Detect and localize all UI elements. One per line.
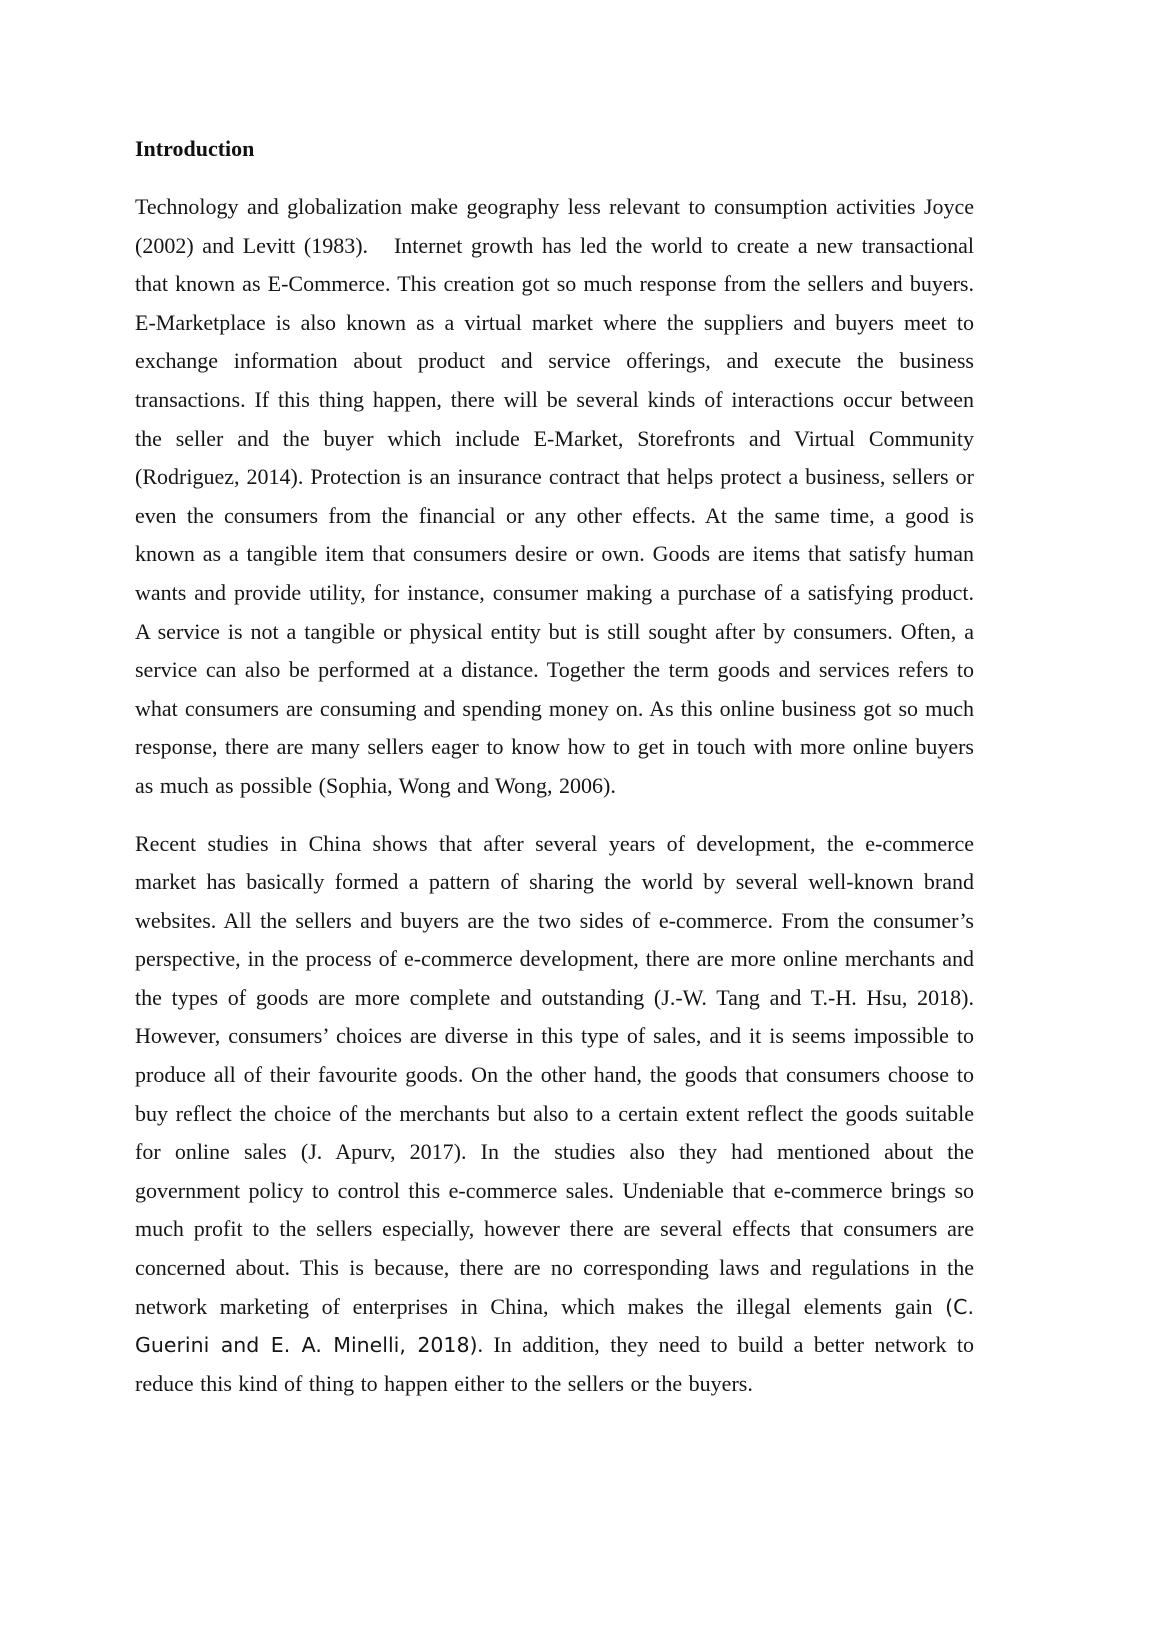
paragraph-recent-studies-text: Recent studies in China shows that after several years of development, the e-commerce market has basically formed a pattern of sharing the world by several well-known brand websites. All the sellers and buyers are the two sides of e-commerce. From the consumer’s perspective, in the process of e-commerce development, there are more online merchants and the types of goods are more complete and outstanding (J.-W. Tang and T.-H. Hsu, 2018). However, consumers’ choices are diverse in this type of sales, and it is seems impossible to produce all of their favourite goods. On the other hand, the goods that consumers choose to buy reflect the choice of the merchants but also to a certain extent reflect the goods suitable for online sales (J. Apurv, 2017). In the studies also they had mentioned about the government policy to control this e-commerce sales. Undeniable that e-commerce brings so much profit to the sellers especially, however there are several effects that consumers are concerned about. This is because, there are no corresponding laws and regulations in the network marketing of enterprises in China, which makes the illegal elements gain — [135, 830, 974, 1319]
paragraph-recent-studies-closing: . In addition, they need to build a better network to reduce this kind of thing to happen either to the sellers or the buyers. — [135, 1332, 974, 1396]
paragraph-recent-studies — [135, 825, 974, 1404]
citation-guerini-minelli: (C. Guerini and E. A. Minelli, 2018) — [135, 1294, 974, 1358]
paragraph-intro: Technology and globalization make geography less relevant to consumption activities Joyce (2002) and Levitt (1983). Internet growth has led the world to create a new transactional that known as E-Commerce. This creation got so much response from the sellers and buyers. E-Marketplace is also known as a virtual market where the suppliers and buyers meet to exchange information about product and service offerings, and execute the business transactions. If this thing happen, there will be several kinds of interactions occur between the seller and the buyer which include E-Market, Storefronts and Virtual Community (Rodriguez, 2014). Protection is an insurance contract that helps protect a business, sellers or even the consumers from the financial or any other effects. At the same time, a good is known as a tangible item that consumers desire or own. Goods are items that satisfy human wants and provide utility, for instance, consumer making a purchase of a satisfying product. A service is not a tangible or physical entity but is still sought after by consumers. Often, a service can also be performed at a distance. Together the term goods and services refers to what consumers are consuming and spending money on. As this online business got so much response, there are many sellers eager to know how to get in touch with more online buyers as much as possible (Sophia, Wong and Wong, 2006). — [135, 194, 974, 798]
section-heading: Introduction — [135, 136, 255, 161]
